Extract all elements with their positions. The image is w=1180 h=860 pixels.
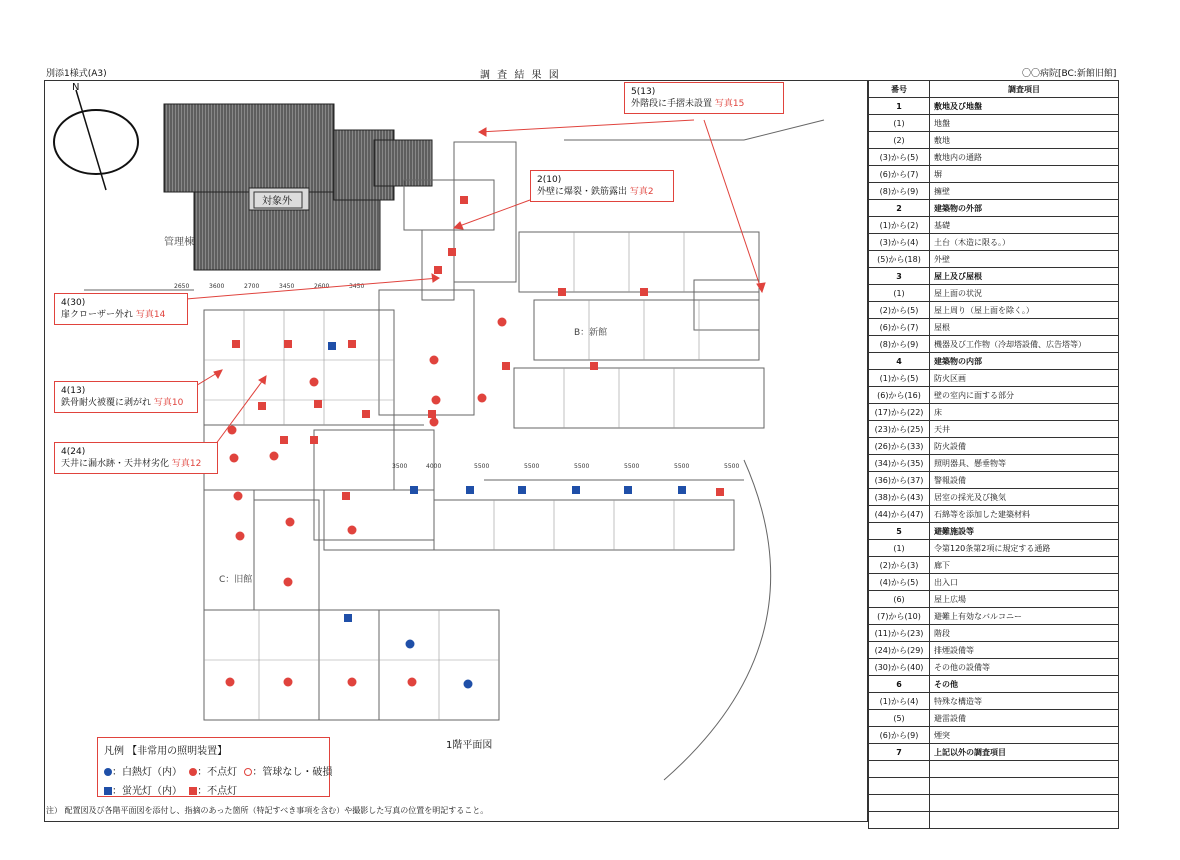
row-item: その他 — [930, 676, 1119, 693]
callout-text: 天井に漏水跡・天井材劣化 — [61, 459, 170, 469]
dim-top-4: 3450 — [279, 283, 295, 290]
table-row — [869, 438, 1119, 455]
row-number: (1) — [869, 285, 930, 302]
table-row — [869, 183, 1119, 200]
callout-handrail — [624, 82, 784, 114]
legend-title: 凡例 【非常用の照明装置】 — [104, 746, 228, 757]
dim-mid-4: 5500 — [524, 463, 540, 470]
row-item: 擁壁 — [930, 183, 1119, 200]
table-row — [869, 115, 1119, 132]
callout-photo: 写真10 — [153, 398, 184, 408]
row-number: (1)から(4) — [869, 693, 930, 710]
table-row — [869, 285, 1119, 302]
callout-photo: 写真15 — [714, 99, 745, 109]
excluded-label: 対象外 — [262, 196, 292, 207]
dim-mid-8: 5500 — [724, 463, 740, 470]
row-number: (3)から(5) — [869, 149, 930, 166]
dim-top-3: 2700 — [244, 283, 260, 290]
callout-text: 外階段に手摺未設置 — [631, 99, 713, 109]
row-item — [930, 795, 1119, 812]
row-item: 警報設備 — [930, 472, 1119, 489]
row-item: 敷地及び地盤 — [930, 98, 1119, 115]
table-row — [869, 217, 1119, 234]
row-item: 地盤 — [930, 115, 1119, 132]
row-item: 基礎 — [930, 217, 1119, 234]
table-row — [869, 710, 1119, 727]
row-item — [930, 778, 1119, 795]
table-row — [869, 353, 1119, 370]
row-item: 特殊な構造等 — [930, 693, 1119, 710]
row-item: 屋上面の状況 — [930, 285, 1119, 302]
row-number: (1)から(5) — [869, 370, 930, 387]
row-number: 3 — [869, 268, 930, 285]
row-number — [869, 761, 930, 778]
survey-items-table — [868, 80, 1119, 829]
row-item: 建築物の内部 — [930, 353, 1119, 370]
row-item: 塀 — [930, 166, 1119, 183]
table-row — [869, 642, 1119, 659]
row-item: 屋根 — [930, 319, 1119, 336]
legend-not-lit-2: ：不点灯 — [197, 786, 238, 797]
dim-mid-2: 4000 — [426, 463, 442, 470]
table-row — [869, 149, 1119, 166]
row-item: 屋上広場 — [930, 591, 1119, 608]
table-row — [869, 166, 1119, 183]
callout-ref: 4(13) — [61, 386, 86, 396]
table-row — [869, 540, 1119, 557]
row-number: (44)から(47) — [869, 506, 930, 523]
old-building-label: C：旧館 — [219, 575, 253, 585]
row-number: 6 — [869, 676, 930, 693]
row-item: 避難施設等 — [930, 523, 1119, 540]
row-number: (2)から(3) — [869, 557, 930, 574]
row-number: (5)から(18) — [869, 251, 930, 268]
table-row — [869, 489, 1119, 506]
table-row — [869, 659, 1119, 676]
row-number: (3)から(4) — [869, 234, 930, 251]
row-item — [930, 812, 1119, 829]
table-row — [869, 506, 1119, 523]
incandescent-dot-icon — [104, 768, 112, 776]
table-row — [869, 370, 1119, 387]
table-row — [869, 625, 1119, 642]
row-item: 石綿等を添加した建築材料 — [930, 506, 1119, 523]
table-row — [869, 591, 1119, 608]
north-arrow-icon — [54, 82, 138, 190]
row-number: (11)から(23) — [869, 625, 930, 642]
row-number: 7 — [869, 744, 930, 761]
row-item: 煙突 — [930, 727, 1119, 744]
table-row — [869, 523, 1119, 540]
table-row — [869, 455, 1119, 472]
row-number: (2)から(5) — [869, 302, 930, 319]
table-row — [869, 421, 1119, 438]
row-number: (38)から(43) — [869, 489, 930, 506]
row-item: 排煙設備等 — [930, 642, 1119, 659]
table-row — [869, 387, 1119, 404]
form-number: 別添1様式(A3) — [46, 69, 107, 79]
callout-text: 扉クローザー外れ — [61, 310, 134, 320]
table-row — [869, 200, 1119, 217]
row-item — [930, 761, 1119, 778]
row-item: 敷地 — [930, 132, 1119, 149]
row-number: 4 — [869, 353, 930, 370]
table-row — [869, 132, 1119, 149]
row-number: (26)から(33) — [869, 438, 930, 455]
row-number: (6)から(7) — [869, 319, 930, 336]
table-row — [869, 472, 1119, 489]
dim-mid-6: 5500 — [624, 463, 640, 470]
row-item: 土台（木造に限る。） — [930, 234, 1119, 251]
footnote: 注） 配置図及び各階平面図を添付し、指摘のあった箇所（特記すべき事項を含む）や撮影した写真の位置を明記すること。 — [46, 806, 489, 815]
dim-mid-3: 5500 — [474, 463, 490, 470]
row-number: (30)から(40) — [869, 659, 930, 676]
dimensions — [171, 283, 740, 470]
row-number: 5 — [869, 523, 930, 540]
row-item: 防火設備 — [930, 438, 1119, 455]
row-item: 居室の採光及び換気 — [930, 489, 1119, 506]
legend-fluorescent: ：蛍光灯（内） — [112, 786, 182, 797]
row-number: (36)から(37) — [869, 472, 930, 489]
table-row — [869, 319, 1119, 336]
floor-title: 1階平面図 — [446, 740, 493, 751]
row-item: 天井 — [930, 421, 1119, 438]
row-number: (1)から(2) — [869, 217, 930, 234]
not-lit-dot-icon — [189, 768, 197, 776]
table-row — [869, 557, 1119, 574]
row-number: (5) — [869, 710, 930, 727]
legend-incandescent: ：白熱灯（内） — [112, 767, 182, 778]
row-item: 廊下 — [930, 557, 1119, 574]
callout-text: 外壁に爆裂・鉄筋露出 — [537, 187, 628, 197]
dim-top-5: 2600 — [314, 283, 330, 290]
management-building-label: 管理棟 — [164, 237, 194, 248]
row-number: (6)から(7) — [869, 166, 930, 183]
dim-top-6: 3450 — [349, 283, 365, 290]
callout-wall-spall — [530, 170, 674, 202]
row-item: 外壁 — [930, 251, 1119, 268]
row-number: (8)から(9) — [869, 336, 930, 353]
row-item: 避雷設備 — [930, 710, 1119, 727]
row-item: その他の設備等 — [930, 659, 1119, 676]
row-number: (2) — [869, 132, 930, 149]
row-number: (7)から(10) — [869, 608, 930, 625]
fluorescent-square-icon — [104, 787, 112, 795]
dim-top-2: 3600 — [209, 283, 225, 290]
row-number: 2 — [869, 200, 930, 217]
row-item: 階段 — [930, 625, 1119, 642]
table-row — [869, 693, 1119, 710]
row-item: 屋上周り（屋上面を除く。） — [930, 302, 1119, 319]
dim-mid-7: 5500 — [674, 463, 690, 470]
row-item: 建築物の外部 — [930, 200, 1119, 217]
row-item: 床 — [930, 404, 1119, 421]
row-item: 上記以外の調査項目 — [930, 744, 1119, 761]
callout-photo: 写真12 — [171, 459, 202, 469]
callout-photo: 写真2 — [629, 187, 654, 197]
table-row — [869, 795, 1119, 812]
table-row — [869, 574, 1119, 591]
excluded-building — [164, 104, 432, 270]
not-lit-square-icon — [189, 787, 197, 795]
table-header — [869, 81, 1119, 98]
table-row — [869, 727, 1119, 744]
table-row — [869, 676, 1119, 693]
room-grid — [204, 232, 699, 720]
dim-mid-1: 3500 — [392, 463, 408, 470]
table-row — [869, 98, 1119, 115]
row-number: (8)から(9) — [869, 183, 930, 200]
callout-fireproof — [54, 381, 198, 413]
table-row — [869, 744, 1119, 761]
dim-mid-5: 5500 — [574, 463, 590, 470]
row-item: 敷地内の通路 — [930, 149, 1119, 166]
row-item: 照明器具、懸垂物等 — [930, 455, 1119, 472]
new-building-label: B：新館 — [574, 328, 608, 338]
row-number: (17)から(22) — [869, 404, 930, 421]
table-row — [869, 778, 1119, 795]
table-row — [869, 812, 1119, 829]
row-number — [869, 812, 930, 829]
row-number: (24)から(29) — [869, 642, 930, 659]
table-row — [869, 336, 1119, 353]
hospital-name: 〇〇病院[BC:新館旧館] — [1022, 69, 1117, 79]
callout-text: 鉄骨耐火被覆に剥がれ — [61, 398, 152, 408]
row-item: 壁の室内に面する部分 — [930, 387, 1119, 404]
row-number: (6)から(16) — [869, 387, 930, 404]
row-number — [869, 795, 930, 812]
row-item: 防火区画 — [930, 370, 1119, 387]
legend-no-tube: ：管球なし・破損 — [252, 767, 333, 778]
table-row — [869, 608, 1119, 625]
legend-not-lit: ：不点灯 — [197, 767, 238, 778]
row-number: (4)から(5) — [869, 574, 930, 591]
row-number: (1) — [869, 540, 930, 557]
row-item: 屋上及び屋根 — [930, 268, 1119, 285]
row-number: (6)から(9) — [869, 727, 930, 744]
row-number: (34)から(35) — [869, 455, 930, 472]
callout-ref: 4(24) — [61, 447, 86, 457]
row-number: (6) — [869, 591, 930, 608]
legend — [97, 737, 333, 797]
row-number — [869, 778, 930, 795]
row-item: 出入口 — [930, 574, 1119, 591]
dim-top-1: 2650 — [174, 283, 190, 290]
row-number: (23)から(25) — [869, 421, 930, 438]
table-row — [869, 234, 1119, 251]
page-title: 調 査 結 果 図 — [480, 70, 561, 81]
row-item: 機器及び工作物（冷却塔設備、広告塔等） — [930, 336, 1119, 353]
table-row — [869, 251, 1119, 268]
callout-photo: 写真14 — [135, 310, 166, 320]
table-row — [869, 268, 1119, 285]
callout-door-closer — [54, 293, 188, 325]
header-number: 番号 — [869, 81, 930, 98]
callout-ref: 2(10) — [537, 175, 562, 185]
svg-text:N: N — [72, 82, 80, 93]
table-row — [869, 404, 1119, 421]
table-row — [869, 302, 1119, 319]
row-item: 避難上有効なバルコニー — [930, 608, 1119, 625]
callout-ref: 4(30) — [61, 298, 86, 308]
callout-ref: 5(13) — [631, 87, 656, 97]
callout-ceiling-leak — [54, 442, 218, 474]
row-item: 令第120条第2項に規定する通路 — [930, 540, 1119, 557]
header-item: 調査項目 — [930, 81, 1119, 98]
table-row — [869, 761, 1119, 778]
row-number: 1 — [869, 98, 930, 115]
row-number: (1) — [869, 115, 930, 132]
